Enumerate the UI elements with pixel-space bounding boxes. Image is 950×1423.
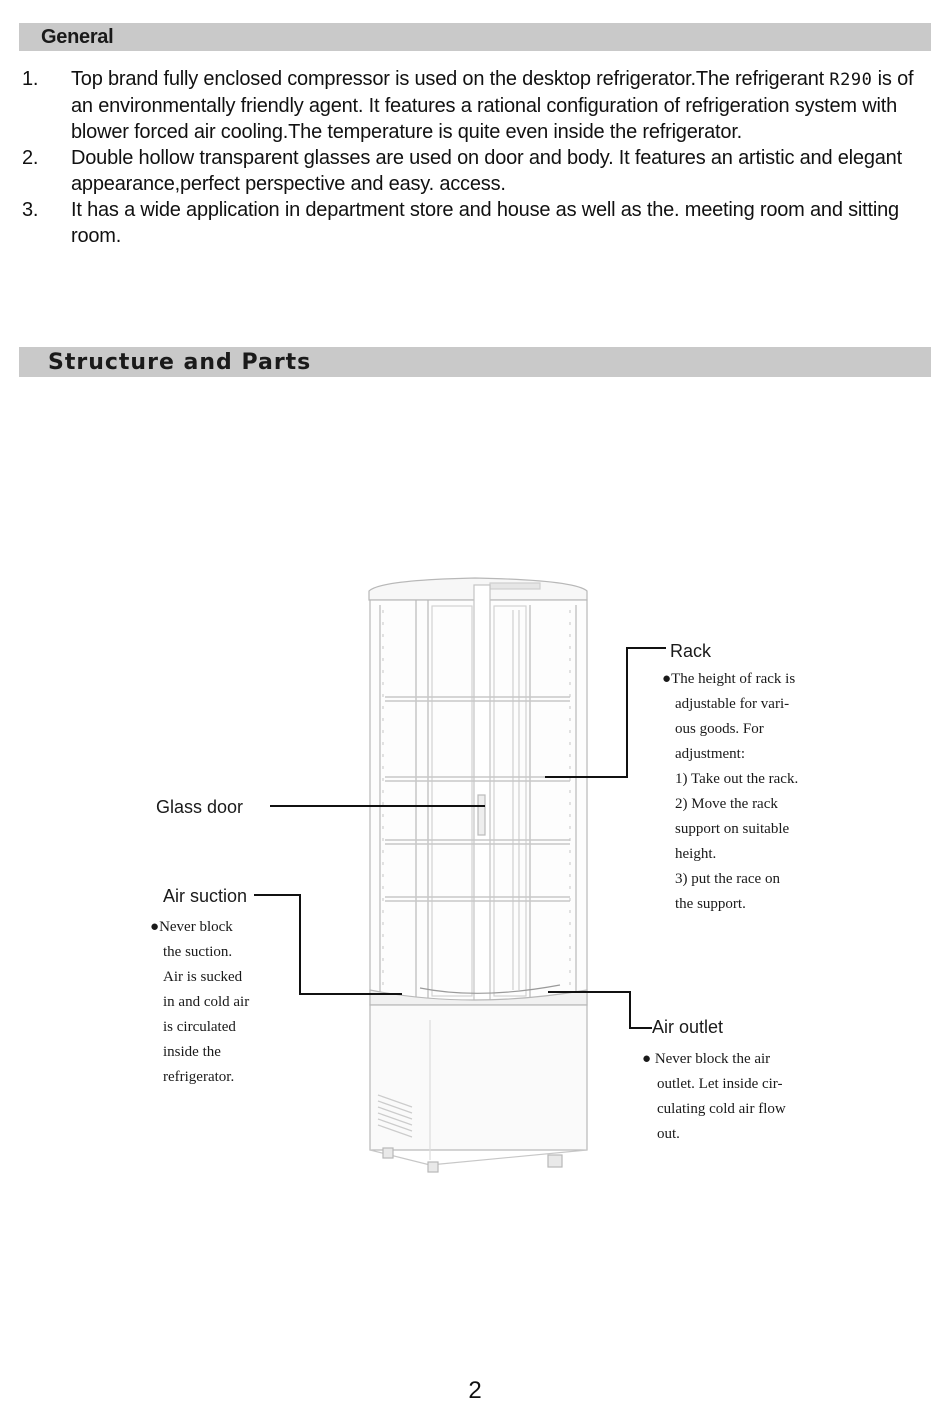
general-title: General — [41, 26, 114, 48]
air-suction-label: Air suction — [163, 886, 248, 906]
list-number: 2. — [22, 147, 39, 169]
air-outlet-label: Air outlet — [652, 1017, 724, 1037]
bullet-icon: ● — [642, 1051, 652, 1067]
list-text: It has a wide application in department store and house as well as the. meeting room and sitting room. — [71, 199, 899, 247]
structure-title: Structure and Parts — [48, 350, 312, 375]
list-text: Top brand fully enclosed compressor is used on the desktop refrigerator.The refrigerant — [71, 68, 830, 90]
rack-label: Rack — [670, 641, 712, 661]
suction-note-line: Never block — [159, 919, 233, 935]
glass-door-label: Glass door — [156, 797, 244, 817]
outlet-note-line: out. — [657, 1126, 680, 1142]
list-number: 3. — [22, 199, 39, 221]
suction-note-line: the suction. — [163, 944, 233, 960]
list-number: 1. — [22, 68, 39, 90]
rack-note-line: height. — [675, 846, 717, 862]
rack-note-line: The height of rack is — [671, 671, 796, 687]
suction-note-line: refrigerator. — [163, 1069, 235, 1085]
rack-note-line: the support. — [675, 896, 746, 912]
refrigerant-code: R290 — [829, 70, 873, 90]
outlet-note-line: outlet. Let inside cir- — [657, 1076, 783, 1092]
rack-note-line: adjustable for vari- — [675, 696, 790, 712]
outlet-note-line: culating cold air flow — [657, 1101, 786, 1117]
suction-note-line: Air is sucked — [163, 969, 243, 985]
rack-note-line: 3) put the race on — [675, 871, 780, 887]
air-suction-note — [150, 915, 270, 1090]
rack-note-line: 2) Move the rack — [675, 796, 778, 812]
rack-note-line: support on suitable — [675, 821, 790, 837]
suction-note-line: inside the — [163, 1044, 221, 1060]
list-text: Double hollow transparent glasses are used on door and body. It features an artistic and elegant appearance,perfect perspective and easy. access. — [71, 147, 902, 195]
outlet-note-line: Never block the air — [654, 1051, 771, 1067]
rack-note-line: ous goods. For — [675, 721, 764, 737]
rack-note — [662, 667, 822, 917]
suction-note-line: in and cold air — [163, 994, 250, 1010]
bullet-icon: ● — [662, 671, 672, 687]
air-outlet-note — [642, 1047, 812, 1147]
bullet-icon: ● — [150, 919, 160, 935]
rack-note-line: 1) Take out the rack. — [675, 771, 799, 787]
page-number: 2 — [468, 1377, 482, 1404]
suction-note-line: is circulated — [163, 1019, 236, 1035]
rack-note-line: adjustment: — [675, 746, 745, 762]
refrigerator-illustration — [369, 578, 587, 1172]
list-text-after: is of an environmentally friendly agent. It features a rational configuration of refrigeration system with blower forced air cooling.The temperature is quite even inside the refrigerator. — [71, 68, 914, 143]
